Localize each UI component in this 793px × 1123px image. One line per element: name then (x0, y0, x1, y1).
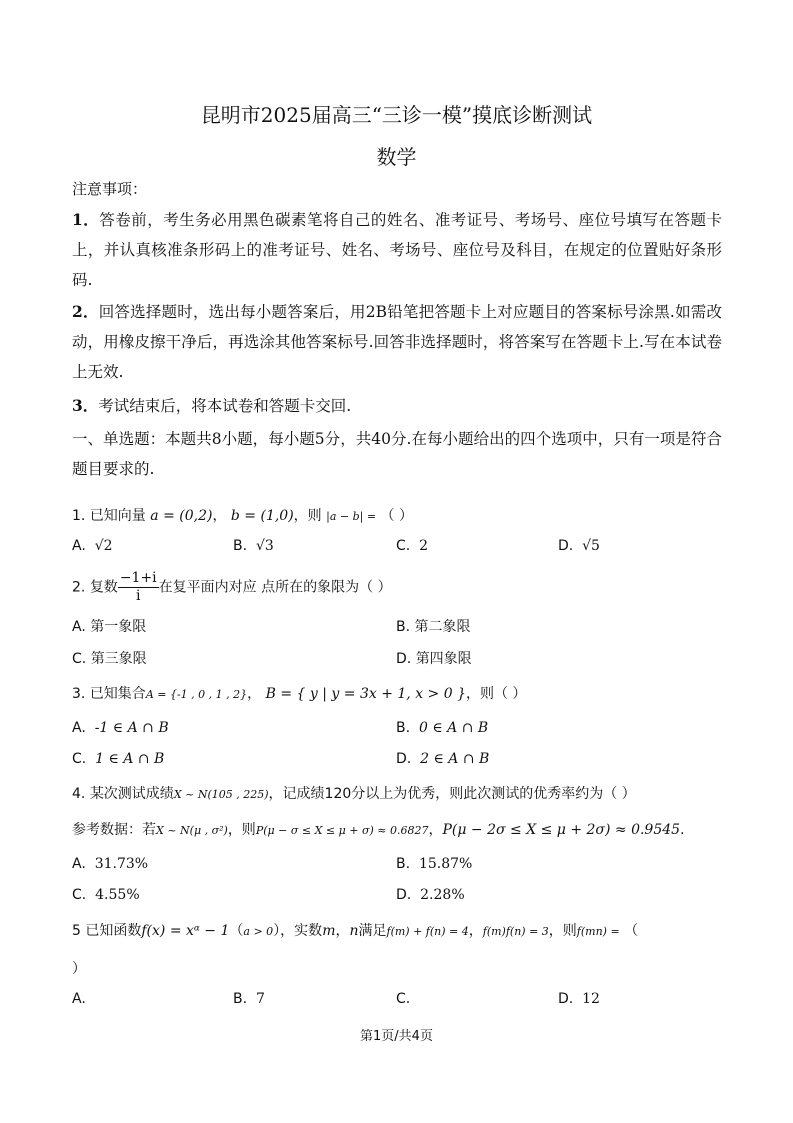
reference-text: ，则 (227, 822, 256, 838)
note-item-1 (72, 205, 722, 295)
vector-a-expr: a = (0,2) (150, 508, 213, 524)
sum-expr: f(m) + f(n) = 4 (386, 925, 469, 938)
var-m: m (322, 923, 336, 939)
section-heading: 一、单选题：本题共8小题，每小题5分，共40分.在每小题给出的四个选项中，只有一项是符合题目要求的. (72, 430, 722, 478)
note-item-3 (72, 391, 722, 421)
answer-paren: （ ） (380, 508, 413, 524)
question-stem: 复数 (89, 579, 118, 596)
note-number: 1． (72, 210, 100, 229)
q5-option-d: D. 12 (558, 991, 600, 1007)
question-stem: ，则 (293, 508, 322, 524)
reference-text: . (680, 822, 685, 838)
q5-option-a: A. (72, 991, 86, 1007)
question-stem: （ (229, 923, 244, 939)
normal-dist-expr: X ~ N(105 , 225) (173, 788, 269, 801)
question-stem: ， (335, 923, 350, 939)
subject-title: 数学 (376, 145, 417, 169)
question-stem: 已知集合 (89, 686, 146, 702)
q2-option-d: D. 第四象限 (396, 651, 472, 667)
question-1 (72, 505, 732, 525)
note-number: 2． (72, 302, 99, 321)
question-2 (72, 570, 732, 605)
fraction-denominator: i (136, 588, 141, 604)
q4-option-d: D. 2.28% (396, 887, 465, 903)
notes-heading: 注意事项： (72, 180, 148, 198)
question-stem: 满足 (358, 923, 387, 939)
question-stem: ，则（ ） (465, 686, 527, 702)
product-expr: f(m)f(n) = 3 (482, 925, 549, 938)
question-3 (72, 683, 732, 703)
note-text: 回答选择题时，选出每小题答案后，用2B铅笔把答题卡上对应题目的答案标号涂黑.如需改动，用橡皮擦干净后，再选涂其他答案标号.回答非选择题时，将答案写在答题卡上.写在本试卷上无效. (72, 303, 722, 381)
q2-option-b: B. 第二象限 (396, 619, 471, 635)
q5-option-c: C. (396, 991, 411, 1007)
answer-paren-open: （ (624, 923, 639, 939)
question-5 (72, 920, 732, 940)
var-n: n (349, 923, 359, 939)
q3-option-a: A. -1 ∈ A ∩ B (72, 720, 169, 736)
page-footer: 第1页/共4页 (360, 1029, 433, 1044)
question-5-paren-close: ） (72, 961, 86, 977)
question-stem: 某次测试成绩 (89, 786, 174, 802)
vector-b-expr: b = (1,0) (230, 508, 294, 524)
separator: ， (212, 508, 227, 524)
q4-option-c: C. 4.55% (72, 887, 140, 903)
q3-option-b: B. 0 ∈ A ∩ B (396, 720, 489, 736)
exam-title: 昆明市2025届高三“三诊一模”摸底诊断测试 (200, 103, 593, 127)
question-4 (72, 783, 732, 803)
condition-expr: a > 0 (243, 925, 274, 938)
q4-option-b: B. 15.87% (396, 856, 473, 872)
question-number: 1. (72, 508, 86, 524)
set-b-expr: B = { y | y = 3x + 1, x > 0 } (265, 686, 466, 702)
q1-option-b: B. √3 (233, 538, 274, 554)
q1-option-d: D. √5 (558, 538, 600, 554)
q2-option-a: A. 第一象限 (72, 619, 147, 635)
note-text: 考试结束后，将本试卷和答题卡交回. (98, 397, 352, 415)
reference-label: 参考数据：若 (72, 822, 156, 838)
separator: ， (247, 686, 262, 702)
note-item-2 (72, 297, 722, 387)
function-expr: f(x) = xᵅ − 1 (141, 923, 230, 939)
q1-option-a: A. √2 (72, 538, 113, 554)
question-4-reference (72, 819, 732, 839)
question-stem: 在复平面内对应 点所在的象限为（ ） (158, 579, 392, 596)
question-number: 3. (72, 686, 86, 702)
note-text: 答卷前，考生务必用黑色碳素笔将自己的姓名、准考证号、考场号、座位号填写在答题卡上，并认真核准条形码上的准考证号、姓名、考场号、座位号及科目，在规定的位置贴好条形码. (72, 211, 722, 289)
question-number: 5 (72, 923, 81, 939)
question-stem: ），实数 (273, 923, 323, 939)
q3-option-d: D. 2 ∈ A ∩ B (396, 751, 490, 767)
q1-option-c: C. 2 (396, 538, 429, 554)
reference-dist-expr: X ~ N(μ , σ²) (156, 824, 228, 837)
note-number: 3． (72, 396, 99, 415)
q4-option-a: A. 31.73% (72, 856, 149, 872)
question-number: 2. (72, 579, 86, 596)
reference-text: ， (428, 822, 443, 838)
question-number: 4. (72, 786, 86, 802)
question-stem: ， (468, 923, 483, 939)
fraction-numerator: −1+i (119, 570, 157, 586)
question-stem: ，记成绩120分以上为优秀，则此次测试的优秀率约为（ ） (268, 786, 636, 802)
reference-prob-2: P(μ − 2σ ≤ X ≤ μ + 2σ) ≈ 0.9545 (442, 822, 681, 838)
q3-option-c: C. 1 ∈ A ∩ B (72, 751, 165, 767)
complex-fraction (118, 570, 159, 605)
set-a-expr: A = {-1 , 0 , 1 , 2} (145, 688, 248, 701)
question-stem: 已知向量 (89, 508, 146, 524)
q2-option-c: C. 第三象限 (72, 651, 147, 667)
question-stem: ，则 (548, 923, 577, 939)
abs-diff-expr: |a − b| = (326, 510, 377, 523)
reference-prob-1: P(μ − σ ≤ X ≤ μ + σ) ≈ 0.6827 (255, 824, 429, 837)
question-stem: 已知函数 (85, 923, 142, 939)
target-expr: f(mn) = (576, 925, 620, 938)
q5-option-b: B. 7 (233, 991, 265, 1007)
